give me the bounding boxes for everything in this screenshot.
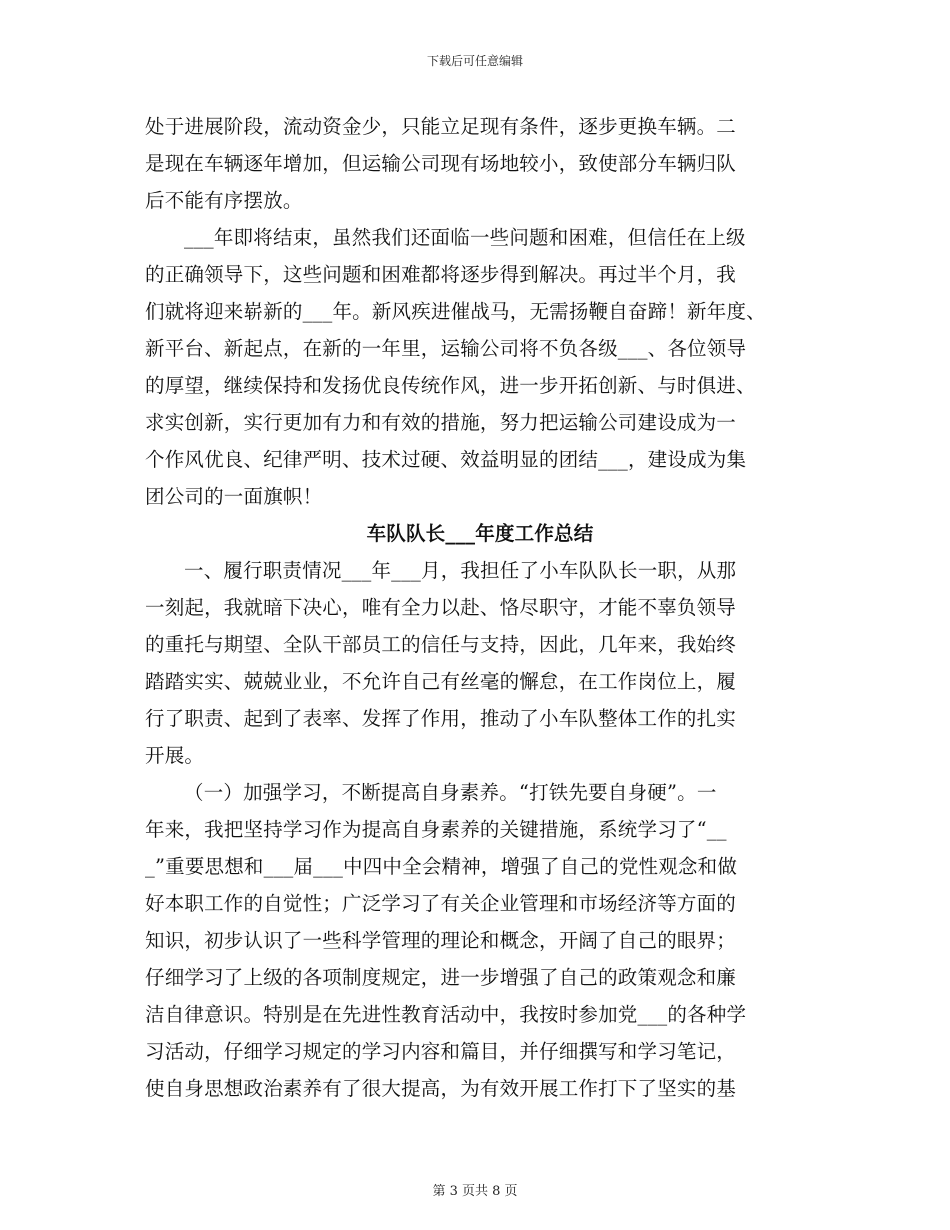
paragraph-line: 处于进展阶段，流动资金少，只能立足现有条件，逐步更换车辆。二 (145, 115, 737, 138)
paragraph-line: 开展。 (145, 744, 205, 767)
page-header: 下载后可任意编辑 (426, 54, 523, 68)
paragraph-line: 好本职工作的自觉性；广泛学习了有关企业管理和市场经济等方面的 (145, 892, 737, 915)
paragraph (145, 219, 815, 515)
paragraph-line: 洁自律意识。特别是在先进性教育活动中，我按时参加党___的各种学 (145, 1003, 747, 1026)
paragraph-line: 习活动，仔细学习规定的学习内容和篇目，并仔细撰写和学习笔记， (145, 1040, 737, 1063)
paragraph-line: 的重托与期望、全队干部员工的信任与支持，因此，几年来，我始终 (145, 633, 737, 656)
paragraph-line: 的正确领导下，这些问题和困难都将逐步得到解决。再过半个月，我 (145, 263, 737, 286)
paragraph-line: ___年即将结束，虽然我们还面临一些问题和困难，但信任在上级 (184, 226, 746, 249)
paragraph (145, 774, 815, 1107)
section-title (145, 515, 815, 552)
paragraph (145, 108, 815, 219)
paragraph-line: _”重要思想和___届___中四中全会精神，增强了自己的党性观念和做 (145, 855, 738, 878)
paragraph-line: 们就将迎来崭新的___年。新风疾进催战马，无需扬鞭自奋蹄！新年度、 (145, 300, 766, 323)
paragraph-line: 团公司的一面旗帜！ (145, 485, 323, 508)
paragraph-line: 的厚望，继续保持和发扬优良传统作风，进一步开拓创新、与时俱进、 (145, 374, 756, 397)
paragraph-line: 年来，我把坚持学习作为提高自身素养的关键措施，系统学习了“__ (145, 818, 727, 841)
paragraph-line: 行了职责、起到了表率、发挥了作用，推动了小车队整体工作的扎实 (145, 707, 737, 730)
paragraph-line: 新平台、新起点，在新的一年里，运输公司将不负各级___、各位领导 (145, 337, 747, 360)
paragraph-line: 知识，初步认识了一些科学管理的理论和概念，开阔了自己的眼界； (145, 929, 737, 952)
paragraph-line: 仔细学习了上级的各项制度规定，进一步增强了自己的政策观念和廉 (145, 966, 737, 989)
paragraph-line: 个作风优良、纪律严明、技术过硬、效益明显的团结___，建设成为集 (145, 448, 747, 471)
paragraph-line: 后不能有序摆放。 (145, 189, 303, 212)
paragraph-line: 踏踏实实、兢兢业业，不允许自己有丝毫的懈怠，在工作岗位上，履 (145, 670, 737, 693)
section-title-text: 车队队长___年度工作总结 (366, 522, 594, 545)
paragraph-line: 求实创新，实行更加有力和有效的措施，努力把运输公司建设成为一 (145, 411, 737, 434)
paragraph-line: （一）加强学习，不断提高自身素养。“打铁先要自身硬”。一 (184, 781, 717, 804)
paragraph-line: 使自身思想政治素养有了很大提高，为有效开展工作打下了坚实的基 (145, 1077, 737, 1100)
paragraph-line: 一、履行职责情况___年___月，我担任了小车队队长一职，从那 (184, 559, 737, 582)
paragraph-line: 是现在车辆逐年增加，但运输公司现有场地较小，致使部分车辆归队 (145, 152, 737, 175)
page-footer: 第 3 页共 8 页 (432, 1184, 518, 1199)
paragraph-line: 一刻起，我就暗下决心，唯有全力以赴、恪尽职守，才能不辜负领导 (145, 596, 737, 619)
paragraph (145, 552, 815, 774)
document-body (145, 108, 815, 1107)
